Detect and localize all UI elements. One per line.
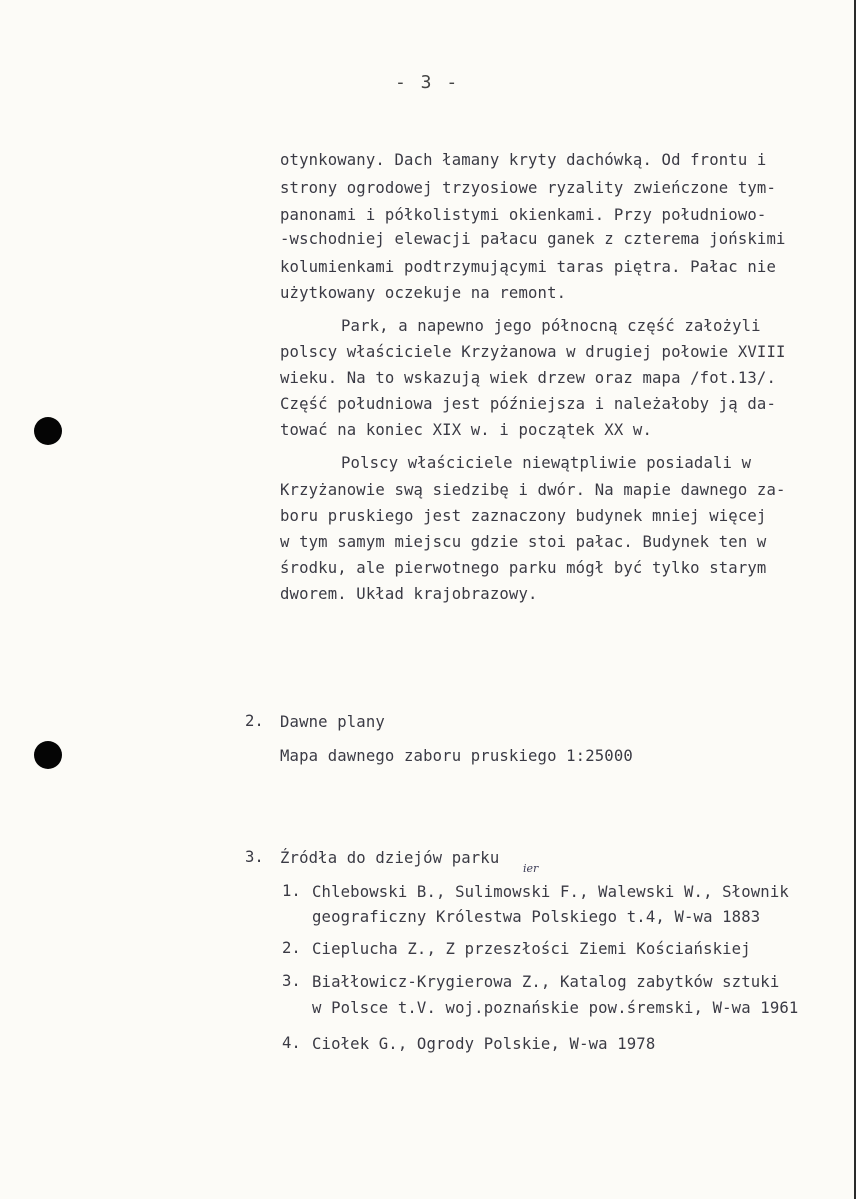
text-line: otynkowany. Dach łamany kryty dachówką. Od frontu i	[280, 151, 767, 169]
text-line: polscy właściciele Krzyżanowa w drugiej połowie XVIII	[280, 343, 786, 361]
reference-line: w Polsce t.V. woj.poznańskie pow.śremski, W-wa 1961	[312, 999, 799, 1017]
text-line: kolumienkami podtrzymującymi taras piętra. Pałac nie	[280, 258, 776, 276]
punch-hole-bottom	[34, 741, 62, 769]
text-line: Park, a napewno jego północną część założyli	[341, 317, 761, 335]
section-content: Mapa dawnego zaboru pruskiego 1:25000	[280, 747, 633, 765]
text-line: środku, ale pierwotnego parku mógł być tylko starym	[280, 559, 767, 577]
text-line: użytkowany oczekuje na remont.	[280, 284, 567, 302]
text-line: w tym samym miejscu gdzie stoi pałac. Budynek ten w	[280, 533, 767, 551]
text-line: Polscy właściciele niewątpliwie posiadali w	[341, 454, 752, 472]
text-line: dworem. Układ krajobrazowy.	[280, 585, 538, 603]
reference-number: 1.	[282, 882, 301, 900]
handwritten-correction: ier	[523, 862, 539, 875]
reference-number: 2.	[282, 939, 301, 957]
reference-line: Chlebowski B., Sulimowski F., Walewski W., Słownik	[312, 883, 789, 901]
section-number: 3.	[245, 848, 264, 866]
text-line: -wschodniej elewacji pałacu ganek z czterema jońskimi	[280, 230, 786, 248]
reference-line: Białłowicz-Krygierowa Z., Katalog zabytków sztuki	[312, 973, 780, 991]
reference-number: 3.	[282, 972, 301, 990]
reference-line: Ciołek G., Ogrody Polskie, W-wa 1978	[312, 1035, 656, 1053]
section-title: Źródła do dziejów parku	[280, 849, 500, 867]
section-number: 2.	[245, 712, 264, 730]
punch-hole-top	[34, 417, 62, 445]
text-line: tować na koniec XIX w. i początek XX w.	[280, 421, 652, 439]
reference-number: 4.	[282, 1034, 301, 1052]
reference-line: geograficzny Królestwa Polskiego t.4, W-wa 1883	[312, 908, 761, 926]
text-line: panonami i półkolistymi okienkami. Przy południowo-	[280, 206, 767, 224]
text-line: boru pruskiego jest zaznaczony budynek mniej więcej	[280, 507, 767, 525]
reference-line: Cieplucha Z., Z przeszłości Ziemi Kościańskiej	[312, 940, 751, 958]
text-line: Krzyżanowie swą siedzibę i dwór. Na mapie dawnego za-	[280, 481, 786, 499]
page-number: - 3 -	[395, 72, 460, 93]
text-line: strony ogrodowej trzyosiowe ryzality zwieńczone tym-	[280, 179, 776, 197]
text-line: wieku. Na to wskazują wiek drzew oraz mapa /fot.13/.	[280, 369, 776, 387]
text-line: Część południowa jest późniejsza i należałoby ją da-	[280, 395, 776, 413]
section-title: Dawne plany	[280, 713, 385, 731]
